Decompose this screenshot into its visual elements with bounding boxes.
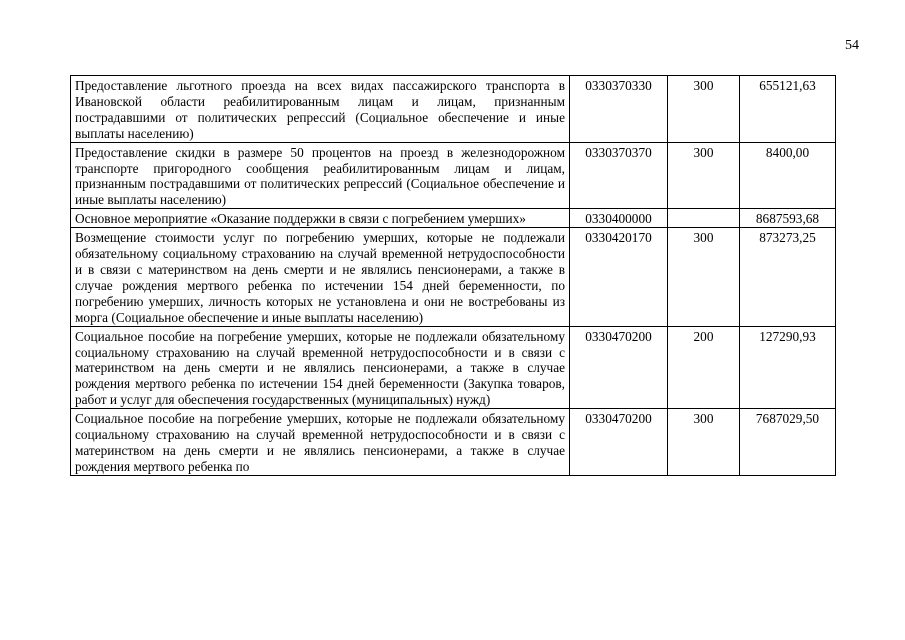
row-target-code: 0330470200 [570,326,668,409]
row-expense-type: 200 [668,326,740,409]
row-expense-type: 300 [668,228,740,326]
row-amount: 8687593,68 [740,209,836,228]
row-target-code: 0330420170 [570,228,668,326]
row-description: Социальное пособие на погребение умерших, которые не подлежали обязательному социальному страхованию на случай временной нетрудоспособности и в связи с материнством на день смерти и не являлись пенсионерами, а также в случае рождения мертвого ребенка по [71,409,570,476]
table-row [71,142,836,209]
row-description: Предоставление льготного проезда на всех видах пассажирского транспорта в Ивановской области реабилитированным лицам и лицам, признанным пострадавшими от политических репрессий (Социальное обеспечение и иные выплаты населению) [71,76,570,143]
row-description: Основное мероприятие «Оказание поддержки в связи с погребением умерших» [71,209,570,228]
row-amount: 127290,93 [740,326,836,409]
row-amount: 7687029,50 [740,409,836,476]
row-description: Возмещение стоимости услуг по погребению умерших, которые не подлежали обязательному социальному страхованию на случай временной нетрудоспособности и в связи с материнством на день смерти и не являлись пенсионерами, а также в случае рождения мертвого ребенка по истечении 154 дней беременности, по погребению умерших, личность которых не установлена и они не востребованы из морга (Социальное обеспечение и иные выплаты населению) [71,228,570,326]
table-row [71,76,836,143]
row-expense-type [668,209,740,228]
row-description: Социальное пособие на погребение умерших, которые не подлежали обязательному социальному страхованию на случай временной нетрудоспособности и в связи с материнством на день смерти и не являлись пенсионерами, а также в случае рождения мертвого ребенка по истечении 154 дней беременности (Закупка товаров, работ и услуг для обеспечения государственных (муниципальных) нужд) [71,326,570,409]
row-target-code: 0330370370 [570,142,668,209]
row-expense-type: 300 [668,142,740,209]
row-target-code: 0330400000 [570,209,668,228]
table-row [71,228,836,326]
page-number: 54 [845,38,859,53]
row-expense-type: 300 [668,409,740,476]
row-description: Предоставление скидки в размере 50 процентов на проезд в железнодорожном транспорте пригородного сообщения реабилитированным лицам и лицам, признанным пострадавшими от политических репрессий (Социальное обеспечение и иные выплаты населению) [71,142,570,209]
row-target-code: 0330370330 [570,76,668,143]
table-row [71,409,836,476]
row-amount: 655121,63 [740,76,836,143]
table-row [71,326,836,409]
row-amount: 8400,00 [740,142,836,209]
row-amount: 873273,25 [740,228,836,326]
row-expense-type: 300 [668,76,740,143]
table-row [71,209,836,228]
budget-table [70,75,836,476]
row-target-code: 0330470200 [570,409,668,476]
